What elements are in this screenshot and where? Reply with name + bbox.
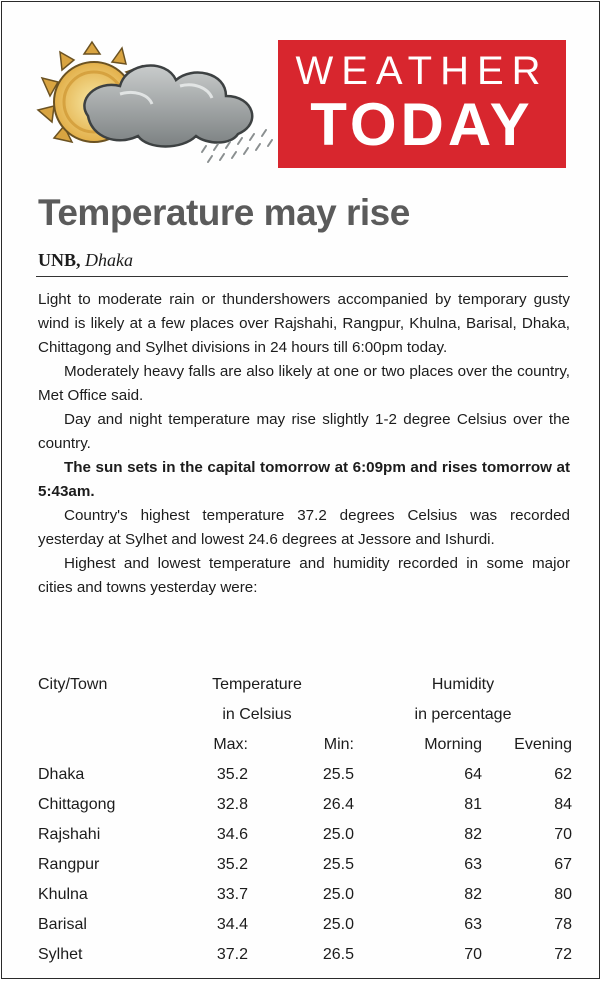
sun-times-paragraph: The sun sets in the capital tomorrow at 6:09pm and rises tomorrow at 5:43am. [38, 459, 570, 500]
table-row [38, 820, 572, 850]
table-row [38, 760, 572, 790]
city-cell: Sylhet [38, 946, 83, 963]
morning-cell: 63 [464, 916, 482, 933]
logo-line-weather: WEATHER [295, 49, 549, 93]
city-cell: Dhaka [38, 766, 85, 783]
morning-cell: 63 [464, 856, 482, 873]
max-cell: 32.8 [216, 796, 248, 813]
table-row [38, 850, 572, 880]
min-cell: 25.0 [322, 916, 354, 933]
evening-cell: 80 [554, 886, 572, 903]
table-subheader-row [38, 730, 572, 760]
max-cell: 33.7 [216, 886, 248, 903]
max-cell: 35.2 [216, 856, 248, 873]
temperature-unit-header: in Celsius [222, 706, 292, 723]
dateline: Dhaka [85, 250, 134, 270]
morning-cell: 64 [464, 766, 482, 783]
humidity-header: Humidity [431, 676, 495, 693]
evening-cell: 62 [554, 766, 572, 783]
temperature-header: Temperature [212, 676, 302, 693]
morning-cell: 82 [464, 886, 482, 903]
table-row [38, 880, 572, 910]
min-cell: 26.5 [322, 946, 354, 963]
sun-behind-rain-cloud-icon [30, 34, 280, 164]
weather-column [1, 1, 600, 979]
evening-cell: 78 [554, 916, 572, 933]
page-title: Temperature may rise [38, 192, 410, 233]
table-row [38, 790, 572, 820]
max-cell: 34.4 [216, 916, 248, 933]
morning-cell: 82 [464, 826, 482, 843]
evening-cell: 70 [554, 826, 572, 843]
max-cell: 37.2 [216, 946, 248, 963]
min-cell: 25.5 [322, 766, 354, 783]
city-header: City/Town [38, 676, 108, 693]
weather-today-logo [278, 40, 566, 168]
morning-cell: 81 [464, 796, 482, 813]
paragraph: Day and night temperature may rise slightly 1-2 degree Celsius over the country. [38, 411, 570, 452]
table-header-row [38, 700, 572, 730]
city-cell: Khulna [38, 886, 88, 903]
humidity-unit-header: in percentage [414, 706, 512, 723]
city-cell: Rangpur [38, 856, 100, 873]
max-cell: 34.6 [216, 826, 248, 843]
paragraph: Highest and lowest temperature and humidity recorded in some major cities and towns yesterday were: [38, 555, 570, 596]
morning-cell: 70 [464, 946, 482, 963]
min-cell: 25.0 [322, 886, 354, 903]
evening-header: Evening [514, 736, 572, 753]
min-cell: 25.0 [322, 826, 354, 843]
evening-cell: 67 [554, 856, 572, 873]
evening-cell: 84 [554, 796, 572, 813]
min-cell: 25.5 [322, 856, 354, 873]
city-cell: Barisal [38, 916, 87, 933]
min-header: Min: [323, 736, 354, 753]
divider [36, 276, 568, 277]
table-header-row [38, 670, 572, 700]
max-header: Max: [213, 736, 248, 753]
temperature-humidity-table [38, 670, 572, 970]
logo-line-today: TODAY [310, 91, 534, 158]
table-row [38, 940, 572, 970]
article-body [38, 288, 570, 600]
masthead [2, 2, 599, 158]
max-cell: 35.2 [216, 766, 248, 783]
paragraph: Light to moderate rain or thundershowers accompanied by temporary gusty wind is likely at a few places over Rajshahi, Rangpur, Khulna, Barisal, Dhaka, Chittagong and Sylhet divisions in 24 hours till 6:00pm today. [38, 291, 570, 356]
byline [38, 250, 133, 271]
news-source: UNB, [38, 250, 81, 270]
table-row [38, 910, 572, 940]
paragraph: Moderately heavy falls are also likely at one or two places over the country, Met Office said. [38, 363, 570, 404]
city-cell: Chittagong [38, 796, 116, 813]
min-cell: 26.4 [322, 796, 354, 813]
evening-cell: 72 [554, 946, 572, 963]
morning-header: Morning [424, 736, 482, 753]
city-cell: Rajshahi [38, 826, 101, 843]
paragraph: Country's highest temperature 37.2 degrees Celsius was recorded yesterday at Sylhet and lowest 24.6 degrees at Jessore and Ishurdi. [38, 507, 570, 548]
